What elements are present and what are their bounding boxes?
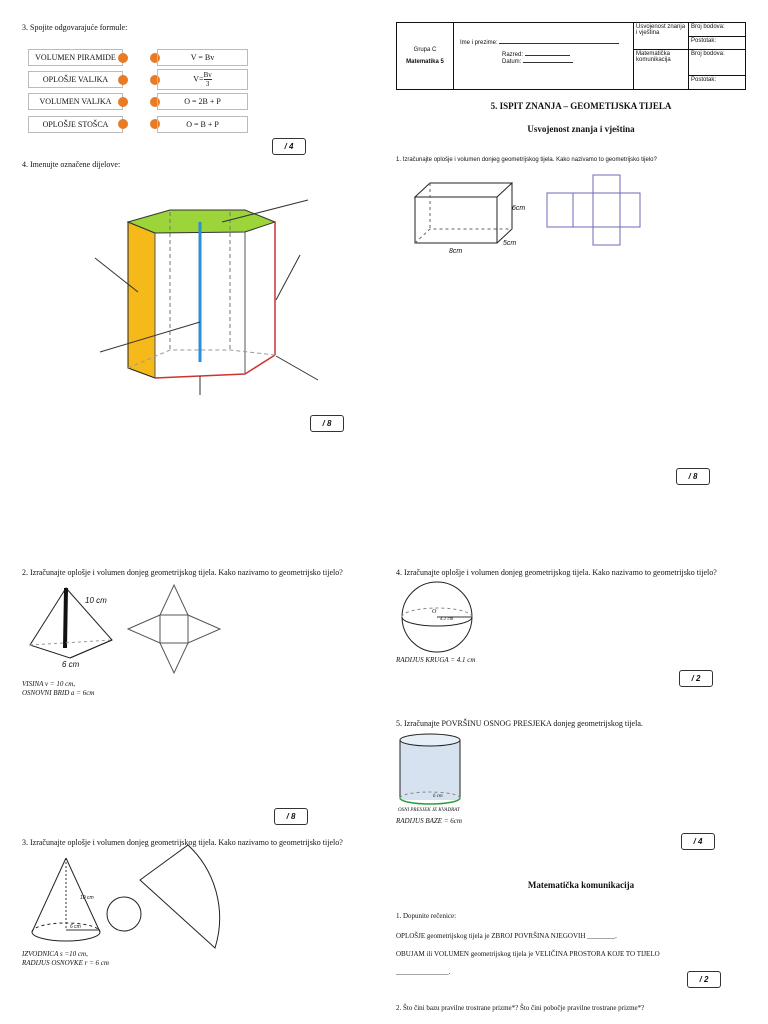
name-label: Ime i prezime: bbox=[460, 40, 498, 46]
q2-score-box[interactable]: / 8 bbox=[274, 808, 308, 825]
q4-sphere-title: 4. Izračunajte oplošje i volumen donjeg geometrijskog tijela. Kako nazivamo to geometrijsko tijelo? bbox=[396, 568, 717, 577]
date-label: Datum: bbox=[502, 59, 522, 65]
cuboid-depth-label: 5cm bbox=[503, 240, 517, 247]
q3-score-box[interactable]: / 4 bbox=[272, 138, 306, 155]
q3b-note-slant: IZVODNICA s =10 cm, bbox=[22, 950, 88, 958]
q5-score-box[interactable]: / 4 bbox=[681, 833, 715, 850]
pyramid-base-label: 6 cm bbox=[62, 660, 80, 669]
cylinder-caption: OSNI PRESJEK JE KVADRAT bbox=[398, 808, 460, 813]
percent-label-1: Postotak: bbox=[689, 36, 746, 50]
q3b-note-radius: RADIJUS OSNOVKE r = 6 cm bbox=[22, 959, 109, 967]
category-knowledge: Usvojenost znanja i vještina bbox=[634, 23, 689, 50]
percent-label-2: Postotak: bbox=[689, 76, 746, 90]
q2-note-edge: OSNOVNI BRID a = 6cm bbox=[22, 689, 95, 697]
cuboid-width-label: 8cm bbox=[449, 248, 463, 255]
mk1-line2: OBUJAM ili VOLUMEN geometrijskog tijela je VELIČINA PROSTORA KOJE TO TIJELO bbox=[396, 950, 660, 958]
section-title-2: Matematička komunikacija bbox=[527, 880, 635, 890]
mk1-title: 1. Dopunite rečenice: bbox=[396, 912, 457, 920]
mk2-title: 2. Što čini bazu pravilne trostrane prizme*? Što čini pobočje pravilne trostrane prizme*? bbox=[396, 1004, 645, 1012]
formula-right-4[interactable]: O = B + P bbox=[157, 116, 248, 133]
pyramid-edge-label: 10 cm bbox=[85, 596, 107, 605]
q3b-title: 3. Izračunajte oplošje i volumen donjeg geometrijskog tijela. Kako nazivamo to geometrijsko tijelo? bbox=[22, 838, 343, 847]
formula-left-4[interactable]: OPLOŠJE STOŠCA bbox=[28, 116, 123, 133]
mk1-score-box[interactable]: / 2 bbox=[687, 971, 721, 988]
exam-title: 5. ISPIT ZNANJA – GEOMETIJSKA TIJELA bbox=[490, 101, 672, 111]
q5-title: 5. Izračunajte POVRŠINU OSNOG PRESJEKA donjeg geometrijskog tijela. bbox=[396, 719, 643, 728]
sphere-radius-label: 4.1 cm bbox=[440, 617, 454, 622]
formula-right-2[interactable]: V= $\frac{Bv}{3}$ bbox=[157, 69, 248, 90]
group-label: Grupa C bbox=[413, 47, 437, 53]
q1-title: 1. Izračunajte oplošje i volumen donjeg geometrijskog tijela. Kako nazivamo to geometrijsko tijelo? bbox=[396, 157, 657, 163]
q2-note-height: VISINA v = 10 cm, bbox=[22, 680, 75, 688]
subject-label: Matematika 5 bbox=[406, 59, 444, 65]
formula-left-3[interactable]: VOLUMEN VALJKA bbox=[28, 93, 123, 110]
cone-slant-label: 10 cm bbox=[80, 895, 94, 901]
formula-left-1[interactable]: VOLUMEN PIRAMIDE bbox=[28, 49, 123, 66]
formula-right-1[interactable]: V = Bv bbox=[157, 49, 248, 66]
cone-radius-label: 6 cm bbox=[70, 924, 81, 930]
q4-score-box-right[interactable]: / 2 bbox=[679, 670, 713, 687]
formula-left-2[interactable]: OPLOŠJE VALJKA bbox=[28, 71, 123, 88]
q4-note: RADIJUS KRUGA = 4.1 cm bbox=[396, 656, 476, 664]
sphere-center-label: O bbox=[432, 609, 437, 615]
section-title-1: Usvojenost znanja i vještina bbox=[527, 124, 635, 134]
category-communication: Matematička komunikacija bbox=[634, 50, 689, 90]
mk1-line3: _______________. bbox=[396, 968, 451, 976]
q5-note: RADIJUS BAZE = 6cm bbox=[396, 817, 462, 825]
q3-title: 3. Spojite odgovarajuće formule: bbox=[22, 23, 128, 32]
q4-score-box[interactable]: / 8 bbox=[310, 415, 344, 432]
points-label-1: Broj bodova: bbox=[689, 23, 746, 37]
cylinder-radius-label: 6 cm bbox=[433, 794, 443, 799]
cuboid-height-label: 6cm bbox=[512, 205, 526, 212]
class-label: Razred: bbox=[502, 52, 524, 58]
points-label-2: Broj bodova: bbox=[689, 50, 746, 76]
mk1-line1: OPLOŠJE geometrijskog tijela je ZBROJ POVRŠINA NJEGOVIH ________. bbox=[396, 932, 617, 940]
formula-right-3[interactable]: O = 2B + P bbox=[157, 93, 248, 110]
q2-title: 2. Izračunajte oplošje i volumen donjeg geometrijskog tijela. Kako nazivamo to geometrijsko tijelo? bbox=[22, 568, 343, 577]
q4-title: 4. Imenujte označene dijelove: bbox=[22, 160, 121, 169]
q1-score-box[interactable]: / 8 bbox=[676, 468, 710, 485]
